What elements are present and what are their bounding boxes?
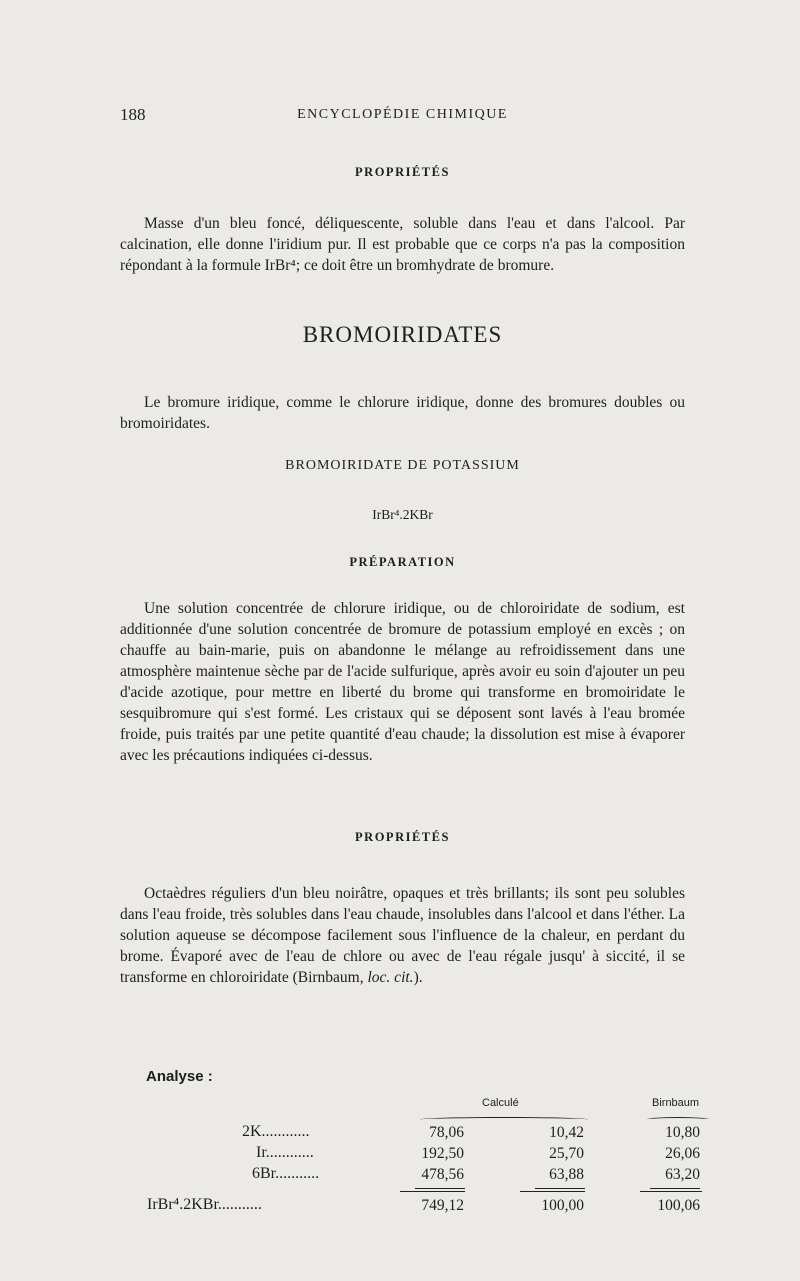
cell-calc-abs: 192,50 [421, 1145, 464, 1162]
total-label: IrBr⁴.2KBr........... [147, 1196, 262, 1213]
paragraph-proprietes: Masse d'un bleu foncé, déliquescente, soluble dans l'eau et dans l'alcool. Par calcination, elle donne l'iridium pur. Il est probable que ce corps n'a pas la composition répondant à la formule IrBr⁴; ce doit être un bromhydrate de bromure. [120, 215, 685, 274]
chapter-title: BROMOIRIDATES [302, 322, 503, 347]
compound-formula: IrBr⁴.2KBr [372, 507, 433, 522]
total-found: 100,06 [657, 1197, 700, 1214]
analyse-label: Analyse : [146, 1068, 213, 1085]
cell-calc-abs: 478,56 [421, 1166, 464, 1183]
birnbaum-header: Birnbaum [652, 1097, 700, 1109]
cell-calc-pct: 10,42 [549, 1124, 584, 1141]
calcule-header: Calculé [482, 1097, 519, 1109]
cell-found: 63,20 [665, 1166, 700, 1183]
page-header [120, 105, 685, 129]
rule-found-2 [640, 1191, 702, 1192]
section-heading-preparation: PRÉPARATION [349, 555, 456, 569]
page-number: 188 [120, 105, 146, 124]
total-calc-abs: 749,12 [421, 1197, 464, 1214]
rule-calc-pct-2 [520, 1191, 585, 1192]
section-heading-proprietes: PROPRIÉTÉS [355, 165, 450, 179]
calcule-brace [420, 1117, 588, 1122]
cell-calc-pct: 25,70 [549, 1145, 584, 1162]
cell-found: 26,06 [665, 1145, 700, 1162]
cell-calc-abs: 78,06 [429, 1124, 464, 1141]
row-label: 2K............ [242, 1123, 310, 1140]
rule-found [650, 1188, 700, 1189]
row-label: Ir............ [256, 1144, 314, 1161]
birnbaum-brace [647, 1117, 709, 1122]
row-label: 6Br........... [252, 1165, 320, 1182]
section-heading-proprietes-2: PROPRIÉTÉS [355, 830, 450, 844]
total-calc-pct: 100,00 [541, 1197, 584, 1214]
cell-calc-pct: 63,88 [549, 1166, 584, 1183]
paragraph-proprietes-2-end: ). [413, 969, 423, 986]
rule-calc-abs-2 [400, 1191, 465, 1192]
rule-calc-abs [415, 1188, 465, 1189]
citation-italic: loc. cit. [367, 969, 414, 986]
running-head: ENCYCLOPÉDIE CHIMIQUE [297, 107, 508, 122]
cell-found: 10,80 [665, 1124, 700, 1141]
rule-calc-pct [535, 1188, 585, 1189]
compound-title: BROMOIRIDATE DE POTASSIUM [285, 458, 520, 473]
paragraph-proprietes-2-text: Octaèdres réguliers d'un bleu noirâtre, opaques et très brillants; ils sont peu solubles dans l'eau froide, très solubles dans l'eau chaude, insolubles dans l'alcool et dans l'éther. La solution aqueuse se décompose facilement sous l'influence de la chaleur, en perdant du brome. Évaporé avec de l'eau de chlore ou avec de l'eau régale jusqu' à siccité, il se transforme en chloroiridate (Birnbaum, [120, 885, 685, 986]
paragraph-preparation: Une solution concentrée de chlorure iridique, ou de chloroiridate de sodium, est additionnée d'une solution concentrée de bromure de potassium employé en excès ; on chauffe au bain-marie, puis on abandonne le mélange au refroidissement dans une atmosphère maintenue sèche par de l'acide sulfurique, après avoir eu soin d'ajouter un peu d'acide azotique, pour mettre en liberté du brome qui transforme en bromoiridate le sesquibromure qui s'est formé. Les cristaux qui se déposent sont lavés à l'eau bromée froide, puis traités par une petite quantité d'eau chaude; la dissolution est mise à évaporer avec les précautions indiquées ci-dessus. [120, 600, 685, 764]
paragraph-intro: Le bromure iridique, comme le chlorure iridique, donne des bromures doubles ou bromoiridates. [120, 394, 685, 432]
paragraph-proprietes-2 [120, 883, 685, 988]
